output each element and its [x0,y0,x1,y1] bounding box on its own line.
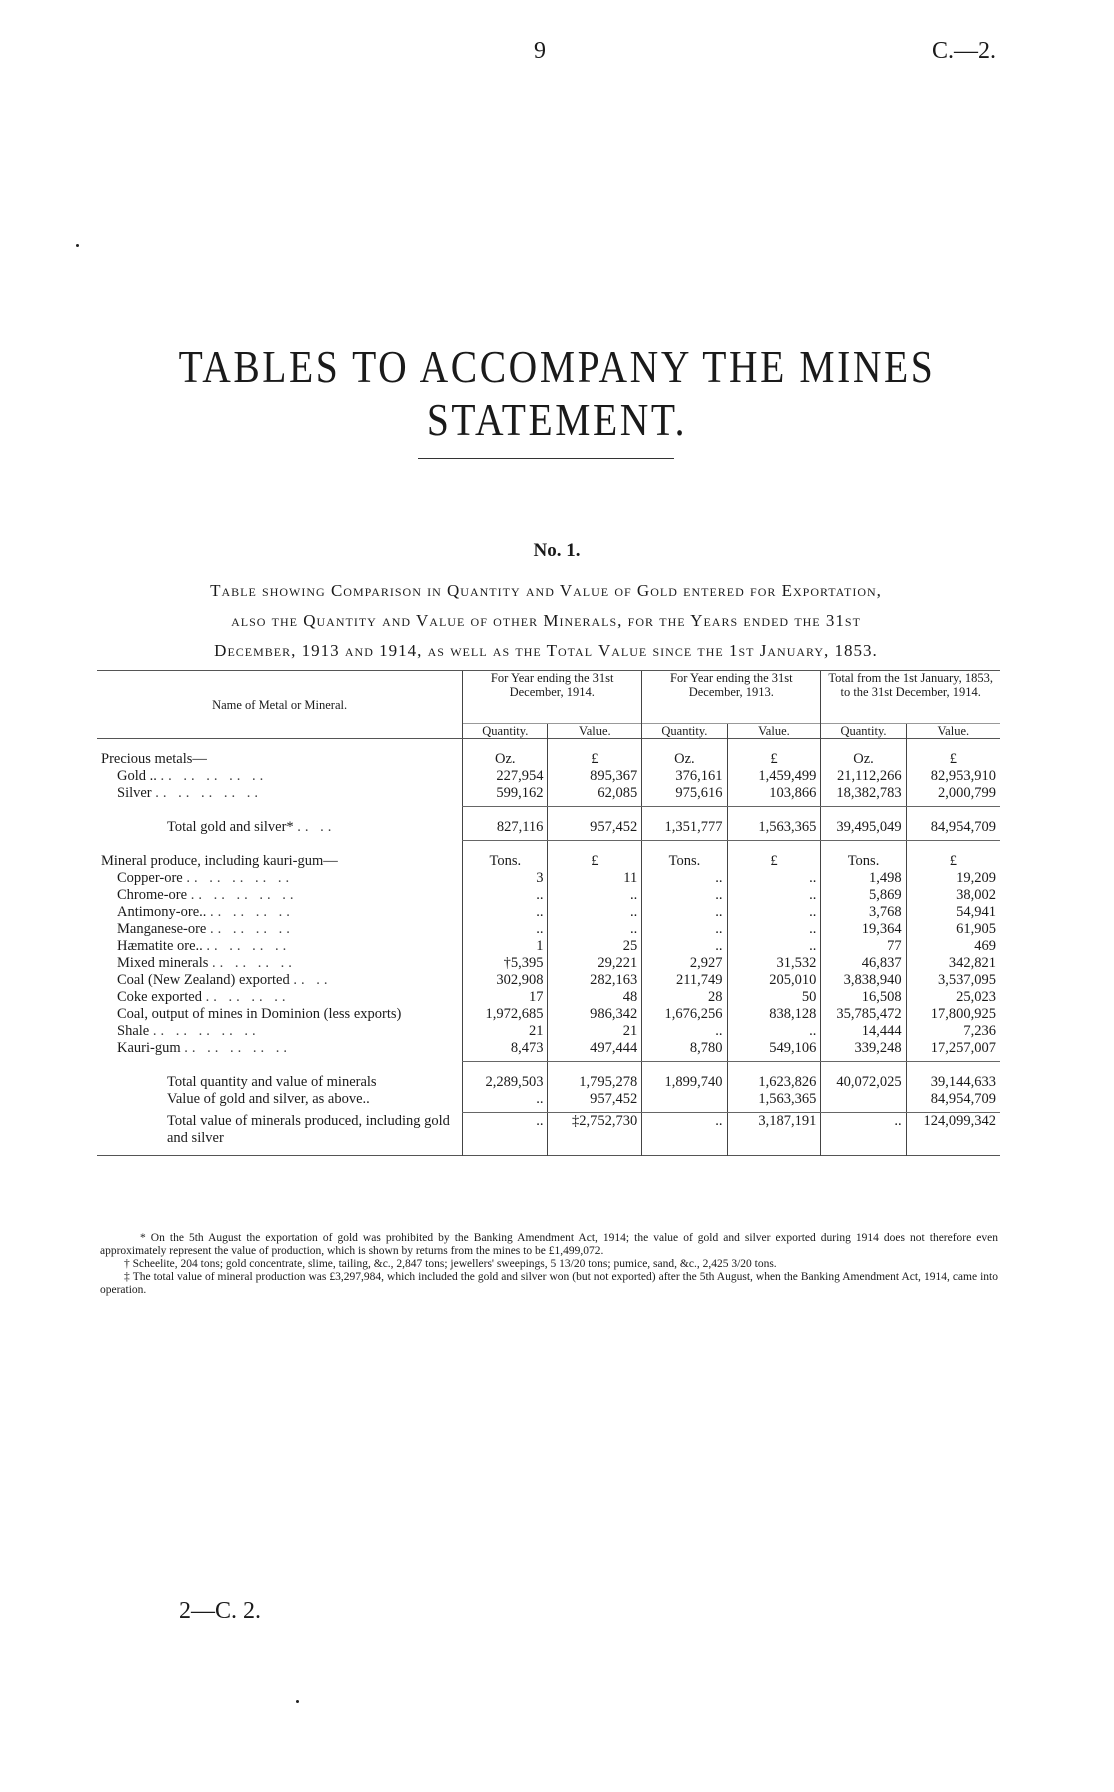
table-cell: †5,395 [463,955,548,972]
table-cell: 549,106 [727,1040,821,1062]
unit-label: £ [906,853,1000,870]
unit-label: £ [906,751,1000,768]
table-cell: 957,452 [548,819,642,841]
row-label: Antimony-ore.. .. .. .. .. [117,904,294,920]
row-label: Coal (New Zealand) exported .. .. [117,972,332,988]
row-label: Silver .. .. .. .. .. [117,785,263,801]
row-label: Manganese-ore .. .. .. .. [117,921,294,937]
table-row [97,1040,1000,1062]
minerals-table-container [97,670,1000,1156]
table-cell: 29,221 [548,955,642,972]
table-cell: 975,616 [642,785,727,807]
table-cell: .. [727,887,821,904]
footer-reference: 2—C. 2. [179,1598,262,1624]
table-cell: 17 [463,989,548,1006]
value-header: Value. [548,724,642,739]
table-cell: 46,837 [821,955,906,972]
table-cell: 211,749 [642,972,727,989]
table-cell: 1,676,256 [642,1006,727,1023]
section-heading-row [97,751,1000,768]
table-cell: 124,099,342 [906,1113,1000,1147]
table-row [97,870,1000,887]
page-number: 9 [534,38,546,64]
row-label: Mixed minerals .. .. .. .. [117,955,296,971]
table-row [97,938,1000,955]
table-cell: 84,954,709 [906,1091,1000,1113]
table-cell: .. [463,887,548,904]
table-cell: .. [727,938,821,955]
table-cell: 82,953,910 [906,768,1000,785]
table-cell: 1,899,740 [642,1074,727,1091]
row-label: Total value of minerals produced, including gold and silver [167,1112,450,1146]
table-cell: 7,236 [906,1023,1000,1040]
unit-label: £ [727,751,821,768]
table-cell: 103,866 [727,785,821,807]
table-cell: 19,364 [821,921,906,938]
table-cell: .. [727,921,821,938]
table-cell: 2,927 [642,955,727,972]
table-cell: .. [642,887,727,904]
table-row [97,1006,1000,1023]
table-cell: 17,257,007 [906,1040,1000,1062]
table-cell: .. [642,938,727,955]
table-cell: 39,495,049 [821,819,906,841]
unit-label: Tons. [463,853,548,870]
table-row [97,1023,1000,1040]
table-cell: 1 [463,938,548,955]
table-cell: 3,838,940 [821,972,906,989]
table-row [97,887,1000,904]
table-row [97,989,1000,1006]
table-cell: 1,563,365 [727,819,821,841]
table-cell: 5,869 [821,887,906,904]
table-cell: .. [727,870,821,887]
table-cell: 21,112,266 [821,768,906,785]
table-cell: 77 [821,938,906,955]
table-row [97,785,1000,807]
table-cell: 827,116 [463,819,548,841]
table-cell: ‡2,752,730 [548,1113,642,1147]
unit-label: £ [727,853,821,870]
footnotes [100,1232,998,1297]
caption-line: also the Quantity and Value of other Minerals, for the Years ended the 31st [231,611,861,630]
table-cell: 35,785,472 [821,1006,906,1023]
table-cell: 48 [548,989,642,1006]
row-label: Chrome-ore .. .. .. .. .. [117,887,298,903]
table-cell: 1,351,777 [642,819,727,841]
row-label: Coke exported .. .. .. .. [117,989,290,1005]
value-header: Value. [727,724,821,739]
table-cell: .. [548,921,642,938]
table-cell: 986,342 [548,1006,642,1023]
table-cell: 2,289,503 [463,1074,548,1091]
table-cell: .. [642,921,727,938]
print-speck [76,244,79,247]
row-label: Hæmatite ore.. .. .. .. .. [117,938,291,954]
table-cell: 838,128 [727,1006,821,1023]
table-cell: .. [463,921,548,938]
table-cell: 2,000,799 [906,785,1000,807]
table-cell: .. [548,887,642,904]
table-cell: 1,795,278 [548,1074,642,1091]
row-label: Value of gold and silver, as above.. [167,1091,370,1107]
table-cell: 469 [906,938,1000,955]
table-cell: 1,563,365 [727,1091,821,1113]
table-cell: .. [642,1113,727,1147]
table-row [97,1091,1000,1113]
quantity-header: Quantity. [821,724,906,739]
table-row [97,768,1000,785]
table-cell [642,1091,727,1113]
unit-label: Oz. [463,751,548,768]
group-header-1913: For Year ending the 31st December, 1913. [642,671,821,724]
table-cell: 11 [548,870,642,887]
table-caption [96,576,996,666]
section-heading-row [97,853,1000,870]
caption-line: December, 1913 and 1914, as well as the Total Value since the 1st January, 1853. [214,641,878,660]
table-cell: 3 [463,870,548,887]
unit-label: Oz. [821,751,906,768]
table-cell: 339,248 [821,1040,906,1062]
table-cell: 18,382,783 [821,785,906,807]
table-cell: 61,905 [906,921,1000,938]
print-speck [296,1700,299,1703]
section-heading: Precious metals— [101,751,207,767]
table-cell: 39,144,633 [906,1074,1000,1091]
table-row [97,955,1000,972]
section-heading: Mineral produce, including kauri-gum— [101,853,338,869]
table-cell: 3,768 [821,904,906,921]
unit-label: Oz. [642,751,727,768]
group-header-total: Total from the 1st January, 1853, to the 31st December, 1914. [821,671,1000,724]
table-cell: 50 [727,989,821,1006]
table-row [97,972,1000,989]
unit-label: Tons. [821,853,906,870]
table-cell: 21 [548,1023,642,1040]
row-label: Kauri-gum .. .. .. .. .. [117,1040,291,1056]
unit-label: Tons. [642,853,727,870]
row-label: Total quantity and value of minerals [167,1074,377,1090]
row-label: Shale .. .. .. .. .. [117,1023,260,1039]
table-cell: 227,954 [463,768,548,785]
table-cell: .. [642,904,727,921]
table-row [97,904,1000,921]
caption-line: Table showing Comparison in Quantity and Value of Gold entered for Exportation, [210,581,882,600]
table-cell: 1,498 [821,870,906,887]
table-cell: 31,532 [727,955,821,972]
table-cell: .. [642,1023,727,1040]
table-cell: 14,444 [821,1023,906,1040]
footnote: † Scheelite, 204 tons; gold concentrate, slime, tailing, &c., 2,847 tons; jewellers' sweepings, 5 13/20 tons; pumice, sand, &c., 2,425 3/20 tons. [124,1258,777,1270]
total-row [97,1074,1000,1091]
footnote: ‡ The total value of mineral production was £3,297,984, which included the gold and silver won (but not exported) after the 5th August, when the Banking Amendment Act, 1914, came into operation. [100,1271,998,1296]
table-cell: 25 [548,938,642,955]
table-cell: 599,162 [463,785,548,807]
table-cell: .. [727,904,821,921]
table-cell: 21 [463,1023,548,1040]
table-cell: .. [642,870,727,887]
table-cell: 3,187,191 [727,1113,821,1147]
total-row [97,819,1000,841]
table-cell: .. [548,904,642,921]
table-cell: 302,908 [463,972,548,989]
table-cell: 62,085 [548,785,642,807]
value-header: Value. [906,724,1000,739]
table-cell: 1,459,499 [727,768,821,785]
table-number: No. 1. [533,540,581,561]
row-label: Coal, output of mines in Dominion (less exports) [117,1006,402,1022]
footnote: * On the 5th August the exportation of gold was prohibited by the Banking Amendment Act, 1914; the value of gold and silver exported during 1914 does not therefore even approximately represent the value of production, which is shown by returns from the mines to be £1,499,072. [100,1232,998,1257]
table-cell: 8,780 [642,1040,727,1062]
table-cell: .. [727,1023,821,1040]
page-title: TABLES TO ACCOMPANY THE MINES STATEMENT. [178,341,936,445]
table-cell: .. [821,1113,906,1147]
table-cell: 17,800,925 [906,1006,1000,1023]
table-cell: .. [463,1091,548,1113]
table-cell: 895,367 [548,768,642,785]
table-row [97,921,1000,938]
table-cell: 376,161 [642,768,727,785]
paper-reference: C.—2. [931,38,996,64]
row-label: Total gold and silver* .. .. [167,819,336,835]
table-cell: .. [463,904,548,921]
row-label: Copper-ore .. .. .. .. .. [117,870,294,886]
title-divider [418,458,674,459]
table-cell: 84,954,709 [906,819,1000,841]
table-cell: 3,537,095 [906,972,1000,989]
table-cell: 25,023 [906,989,1000,1006]
table-cell: 40,072,025 [821,1074,906,1091]
table-cell: 28 [642,989,727,1006]
name-column-header: Name of Metal or Mineral. [97,671,463,739]
table-cell: 1,623,826 [727,1074,821,1091]
table-cell: 19,209 [906,870,1000,887]
table-cell: 54,941 [906,904,1000,921]
table-cell: 342,821 [906,955,1000,972]
grand-total-row [97,1113,1000,1147]
unit-label: £ [548,853,642,870]
table-cell: 16,508 [821,989,906,1006]
minerals-table [97,670,1000,1156]
table-cell: 8,473 [463,1040,548,1062]
table-cell: 497,444 [548,1040,642,1062]
unit-label: £ [548,751,642,768]
table-cell: 38,002 [906,887,1000,904]
table-cell: 957,452 [548,1091,642,1113]
quantity-header: Quantity. [642,724,727,739]
quantity-header: Quantity. [463,724,548,739]
table-cell: 282,163 [548,972,642,989]
table-cell [821,1091,906,1113]
table-cell: 205,010 [727,972,821,989]
row-label: Gold .. .. .. .. .. .. [117,768,268,784]
group-header-1914: For Year ending the 31st December, 1914. [463,671,642,724]
table-cell: .. [463,1113,548,1147]
table-cell: 1,972,685 [463,1006,548,1023]
